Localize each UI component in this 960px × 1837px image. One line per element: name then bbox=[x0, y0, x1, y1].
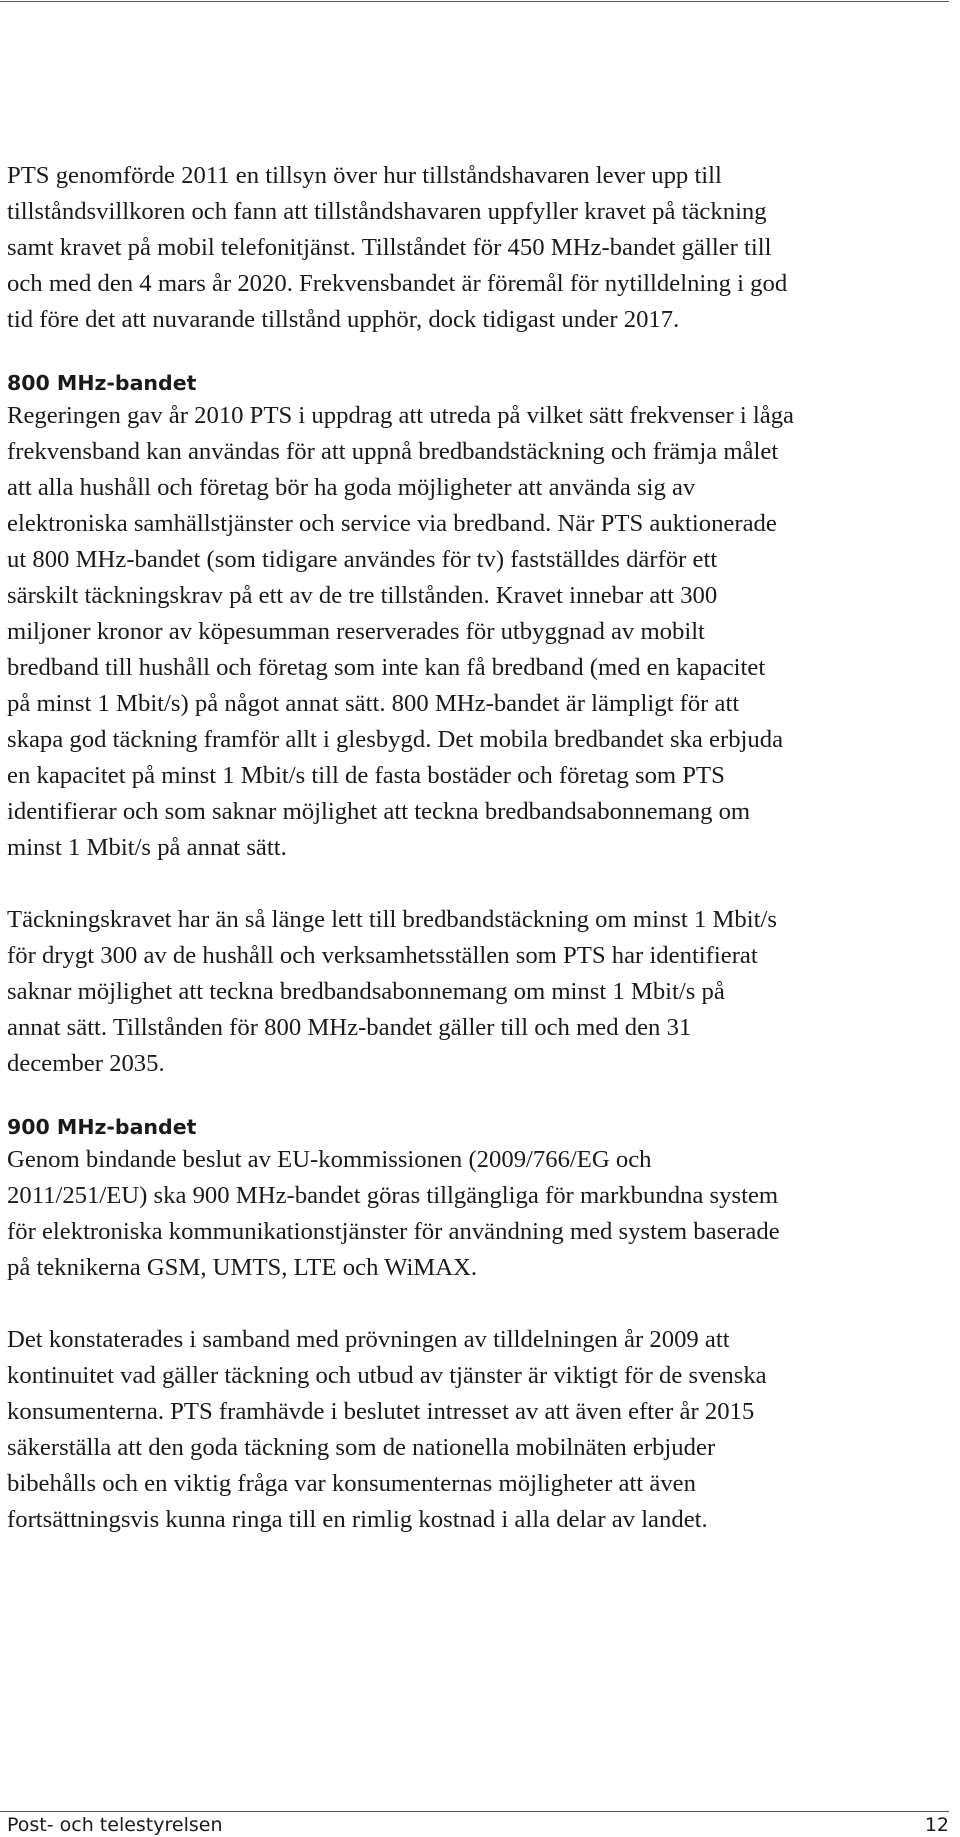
document-body bbox=[7, 158, 952, 1538]
section-900-paragraph-2 bbox=[7, 1322, 952, 1538]
text-line: elektroniska samhällstjänster och service via bredband. När PTS auktionerade bbox=[7, 510, 777, 537]
text-line: och med den 4 mars år 2020. Frekvensbandet är föremål för nytilldelning i god bbox=[7, 270, 788, 297]
intro-paragraph bbox=[7, 158, 952, 338]
text-line: skapa god täckning framför allt i glesbygd. Det mobila bredbandet ska erbjuda bbox=[7, 726, 784, 753]
text-line: konsumenterna. PTS framhävde i beslutet intresset av att även efter år 2015 bbox=[7, 1398, 755, 1425]
text-line: 2011/251/EU) ska 900 MHz-bandet göras tillgängliga för markbundna system bbox=[7, 1182, 779, 1209]
text-line: en kapacitet på minst 1 Mbit/s till de fasta bostäder och företag som PTS bbox=[7, 762, 725, 789]
text-line: för elektroniska kommunikationstjänster för användning med system baserade bbox=[7, 1218, 780, 1245]
spacer bbox=[7, 1082, 952, 1112]
text-line: frekvensband kan användas för att uppnå bredbandstäckning och främja målet bbox=[7, 438, 779, 465]
text-line: miljoner kronor av köpesumman reserverades för utbyggnad av mobilt bbox=[7, 618, 705, 645]
text-line: Regeringen gav år 2010 PTS i uppdrag att utreda på vilket sätt frekvenser i låga bbox=[7, 402, 795, 429]
text-line: tillståndsvillkoren och fann att tillståndshavaren uppfyller kravet på täckning bbox=[7, 198, 767, 225]
section-800-paragraph-1 bbox=[7, 398, 952, 866]
footer-rule bbox=[0, 1811, 949, 1812]
text-line: Täckningskravet har än så länge lett till bredbandstäckning om minst 1 Mbit/s bbox=[7, 906, 777, 933]
text-line: kontinuitet vad gäller täckning och utbud av tjänster är viktigt för de svenska bbox=[7, 1362, 767, 1389]
text-line: Genom bindande beslut av EU-kommissionen (2009/766/EG och bbox=[7, 1146, 652, 1173]
section-900-paragraph-1 bbox=[7, 1142, 952, 1286]
text-line: säkerställa att den goda täckning som de nationella mobilnäten erbjuder bbox=[7, 1434, 716, 1461]
text-line: tid före det att nuvarande tillstånd upphör, dock tidigast under 2017. bbox=[7, 306, 680, 333]
text-line: Det konstaterades i samband med prövningen av tilldelningen år 2009 att bbox=[7, 1326, 730, 1353]
section-heading-800mhz: 800 MHz-bandet bbox=[7, 371, 197, 395]
section-800-paragraph-2 bbox=[7, 902, 952, 1082]
text-line: fortsättningsvis kunna ringa till en rimlig kostnad i alla delar av landet. bbox=[7, 1506, 708, 1533]
text-line: PTS genomförde 2011 en tillsyn över hur tillståndshavaren lever upp till bbox=[7, 162, 722, 189]
text-line: på minst 1 Mbit/s) på något annat sätt. 800 MHz-bandet är lämpligt för att bbox=[7, 690, 740, 717]
page-number: 12 bbox=[924, 1814, 949, 1836]
text-line: identifierar och som saknar möjlighet att teckna bredbandsabonnemang om bbox=[7, 798, 751, 825]
text-line: ut 800 MHz-bandet (som tidigare användes för tv) fastställdes därför ett bbox=[7, 546, 718, 573]
text-line: annat sätt. Tillstånden för 800 MHz-bandet gäller till och med den 31 bbox=[7, 1014, 692, 1041]
spacer bbox=[7, 866, 952, 902]
section-heading-900mhz: 900 MHz-bandet bbox=[7, 1115, 197, 1139]
text-line: samt kravet på mobil telefonitjänst. Tillståndet för 450 MHz-bandet gäller till bbox=[7, 234, 772, 261]
text-line: bibehålls och en viktig fråga var konsumenternas möjligheter att även bbox=[7, 1470, 696, 1497]
footer-organization: Post- och telestyrelsen bbox=[7, 1814, 223, 1836]
spacer bbox=[7, 338, 952, 368]
page-footer bbox=[7, 1813, 949, 1837]
text-line: för drygt 300 av de hushåll och verksamhetsställen som PTS har identifierat bbox=[7, 942, 758, 969]
text-line: bredband till hushåll och företag som inte kan få bredband (med en kapacitet bbox=[7, 654, 766, 681]
spacer bbox=[7, 1286, 952, 1322]
text-line: att alla hushåll och företag bör ha goda möjligheter att använda sig av bbox=[7, 474, 696, 501]
header-rule bbox=[0, 1, 949, 2]
text-line: saknar möjlighet att teckna bredbandsabonnemang om minst 1 Mbit/s på bbox=[7, 978, 725, 1005]
text-line: december 2035. bbox=[7, 1050, 165, 1077]
text-line: på teknikerna GSM, UMTS, LTE och WiMAX. bbox=[7, 1254, 478, 1281]
text-line: särskilt täckningskrav på ett av de tre tillstånden. Kravet innebar att 300 bbox=[7, 582, 718, 609]
text-line: minst 1 Mbit/s på annat sätt. bbox=[7, 834, 287, 861]
